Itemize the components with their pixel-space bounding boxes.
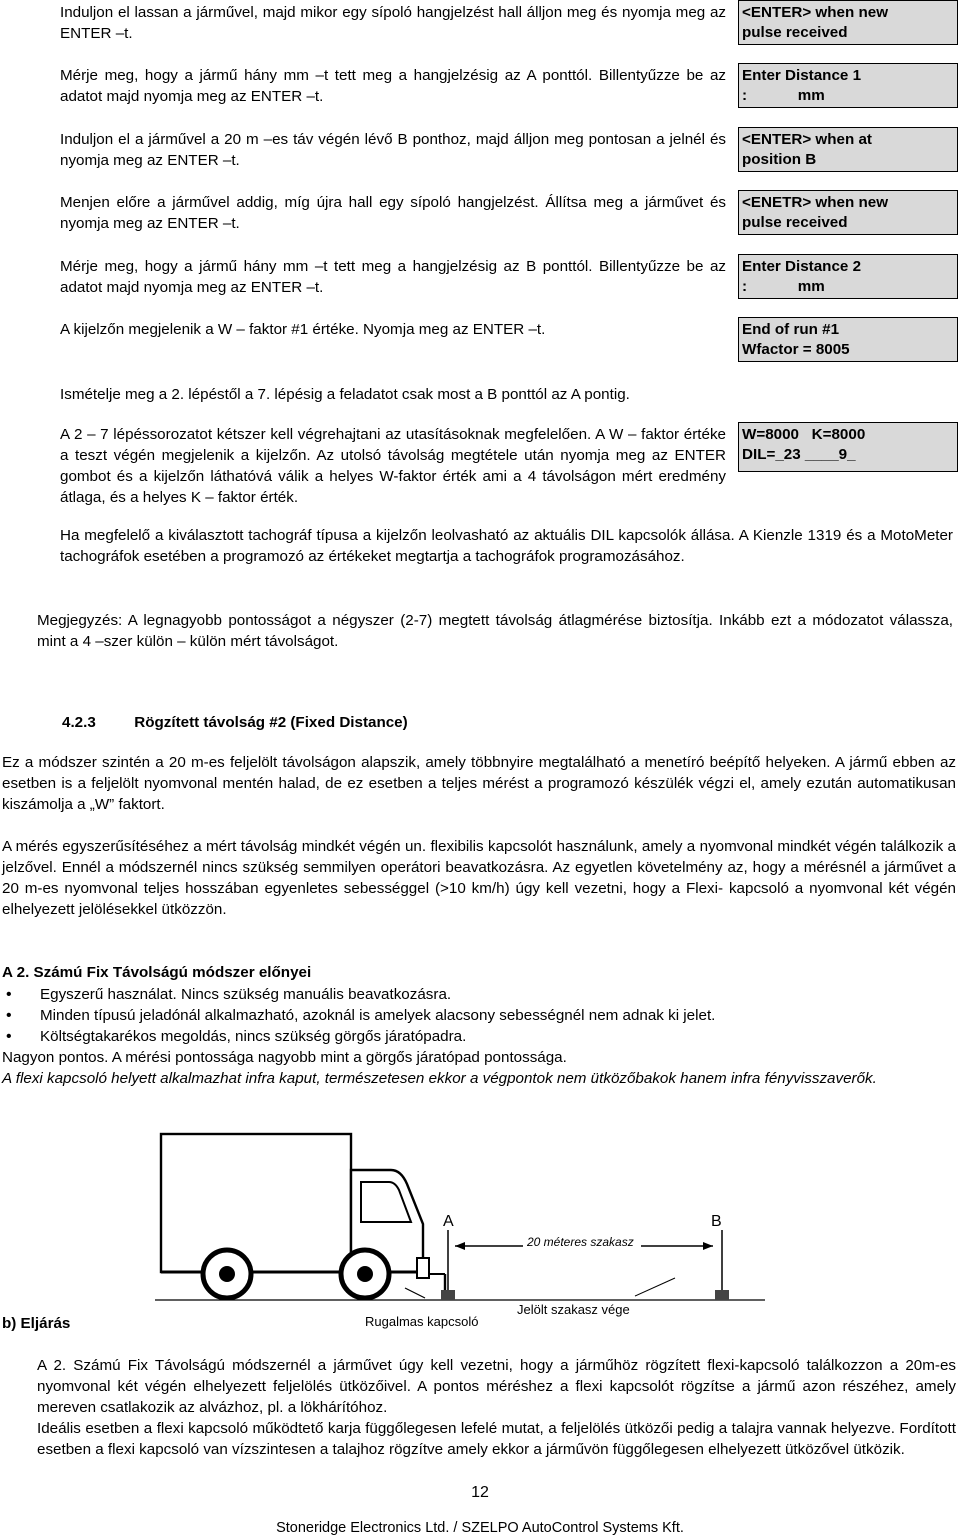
section-number: 4.2.3 xyxy=(62,714,96,731)
infra-note: A flexi kapcsoló helyett alkalmazhat infra kaput, természetesen ekkor a végpontok nem ütközőbakok hanem infra fényvisszaverők. xyxy=(2,1070,877,1087)
stopper-b xyxy=(715,1290,729,1300)
section-title: Rögzített távolság #2 (Fixed Distance) xyxy=(134,714,408,731)
display-box-5 xyxy=(738,254,958,299)
arrow-head-right xyxy=(703,1242,713,1250)
truck-cargo-box xyxy=(161,1134,351,1272)
advantages-title: A 2. Számú Fix Távolságú módszer előnyei xyxy=(2,964,312,981)
page-number: 12 xyxy=(471,1484,489,1501)
pointer-line xyxy=(405,1288,425,1298)
list-item: • Minden típusú jeladónál alkalmazható, azoknál is amelyek alacsony sebességnél nem adnak ki jelet. xyxy=(2,1005,952,1026)
display-line: End of run #1 xyxy=(742,321,840,338)
display-box-6 xyxy=(738,317,958,362)
label-a: A xyxy=(443,1213,454,1230)
arrow-head-left xyxy=(455,1242,465,1250)
display-box-1 xyxy=(738,0,958,45)
list-item: • Egyszerű használat. Nincs szükség manuális beavatkozásra. xyxy=(2,984,952,1005)
truck-diagram xyxy=(155,1128,765,1338)
display-box-3 xyxy=(738,127,958,172)
step-2-text: Mérje meg, hogy a jármű hány mm –t tett meg a hangjelzésig az A ponttól. Billentyűzze be az adatot majd nyomja meg az ENTER –t. xyxy=(60,67,726,105)
procedure-label: b) Eljárás xyxy=(2,1315,71,1332)
label-b: B xyxy=(711,1213,722,1230)
method-paragraph-2: A mérés egyszerűsítéséhez a mért távolság mindkét végén un. flexibilis kapcsolót használunk, amely a nyomvonal mindkét végén találkozik a jelzővel. Ennél a módszernél nincs szükség semmilyen operátori beavatkozásra. Az egyetlen követelmény az, hogy a mérésnél a járművet a 20 m-es nyomvonal teljes hosszában egyenletes sebességgel (>10 km/h) úgy kell vezetni, hogy a Flexi- kapcsoló a nyomvonal két végén elhelyezett jelölésekkel ütközzön. xyxy=(2,838,956,918)
step-3-text: Induljon el a járművel a 20 m –es táv végén lévő B ponthoz, majd álljon meg pontosan a jelnél és nyomja meg az ENTER –t. xyxy=(60,131,726,169)
display-line: Enter Distance 2 xyxy=(742,258,862,275)
note-paragraph: Megjegyzés: A legnagyobb pontosságot a négyszer (2-7) megtett távolság átlagmérése biztosítja. Inkább ezt a módozatot válassza, mint a 4 –szer külön – külön mért távolságot. xyxy=(37,612,953,650)
dil-paragraph: Ha megfelelő a kiválasztott tachográf típusa a kijelzőn leolvasható az aktuális DIL kapcsolók állása. A Kienzle 1319 és a MotoMeter tachográfok esetében a programozó az értékeket megtartja a tachográfok programozásához. xyxy=(60,527,953,565)
display-line: pulse received xyxy=(742,24,848,41)
front-hub xyxy=(357,1266,373,1282)
bumper xyxy=(417,1258,429,1278)
list-item: • Költségtakarékos megoldás, nincs szükség görgős járatópadra. xyxy=(2,1026,952,1047)
step-4-text: Menjen előre a járművel addig, míg újra hall egy sípoló hangjelzést. Állítsa meg a járművet és nyomja meg az ENTER –t. xyxy=(60,194,726,232)
display-line: Enter Distance 1 xyxy=(742,67,862,84)
step-1-text: Induljon el lassan a járművel, majd mikor egy sípoló hangjelzést hall álljon meg és nyomja meg az ENTER –t. xyxy=(60,4,726,42)
section-heading xyxy=(62,712,408,733)
procedure-text-2: Ideális esetben a flexi kapcsoló működtető karja függőlegesen lefelé mutat, a feljelölés ütközői pedig a talajra vannak helyezve. Fordított esetben a flexi kapcsoló van vízszintesen a talajhoz rögzítve amely ekkor a járművön függőlegesen elhelyezett ütközővel ütközik. xyxy=(37,1420,956,1458)
distance-label: 20 méteres szakasz xyxy=(527,1235,634,1249)
display-line: Wfactor = 8005 xyxy=(742,341,850,358)
step-5-text: Mérje meg, hogy a jármű hány mm –t tett meg a hangjelzésig az B ponttól. Billentyűzze be az adatot majd nyomja meg az ENTER –t. xyxy=(60,258,726,296)
footer-text: Stoneridge Electronics Ltd. / SZELPO AutoControl Systems Kft. xyxy=(276,1520,684,1536)
display-line: : mm xyxy=(742,87,825,104)
precision-line: Nagyon pontos. A mérési pontossága nagyobb mint a görgős járatópad pontossága. xyxy=(2,1049,567,1066)
marked-end-label: Jelölt szakasz vége xyxy=(517,1302,630,1317)
repeat-note: Ismételje meg a 2. lépéstől a 7. lépésig a feladatot csak most a B ponttól az A pontig. xyxy=(60,386,630,403)
display-line: <ENTER> when new xyxy=(742,4,889,21)
display-box-2 xyxy=(738,63,958,108)
end-pointer-line xyxy=(635,1278,675,1296)
display-line: position B xyxy=(742,151,817,168)
step-6-text: A kijelzőn megjelenik a W – faktor #1 értéke. Nyomja meg az ENTER –t. xyxy=(60,321,546,338)
display-box-4 xyxy=(738,190,958,235)
stopper-a xyxy=(441,1290,455,1300)
display-line: <ENETR> when new xyxy=(742,194,889,211)
display-box-result xyxy=(738,422,958,472)
switch-label: Rugalmas kapcsoló xyxy=(365,1314,479,1329)
display-line: : mm xyxy=(742,278,825,295)
display-line: <ENTER> when at xyxy=(742,131,872,148)
procedure-text-1: A 2. Számú Fix Távolságú módszernél a járművet úgy kell vezetni, hogy a járműhöz rögzített flexi-kapcsoló találkozzon a 20m-es nyomvonal két végén elhelyezett feljelölés ütközőivel. A pontos méréshez a flexi kapcsolót rögzítse a jármű azon részéhez, amely mereven csatlakozik az alvázhoz, pl. a lökhárítóhoz. xyxy=(37,1357,956,1416)
rear-hub xyxy=(219,1266,235,1282)
advantages-list xyxy=(2,984,952,1047)
sequence-text: A 2 – 7 lépéssorozatot kétszer kell végrehajtani az utasításoknak megfelelően. A W – faktor értéke a teszt végén megjelenik a kijelzőn. Az utolsó távolság megtétele után nyomja meg az ENTER gombot és a kijelzőn láthatóvá válik a helyes W-faktor érték ami a 4 távolságon mért eredmény átlaga, és a helyes K – faktor érték. xyxy=(60,426,726,506)
display-line: W=8000 K=8000 xyxy=(742,426,866,443)
display-line: pulse received xyxy=(742,214,848,231)
method-paragraph-1: Ez a módszer szintén a 20 m-es feljelölt távolságon alapszik, amely többnyire megtalálható a menetíró beépítő helyeken. A jármű ebben az esetben is a feljelölt nyomvonal mentén halad, de ez esetben a teljes mérést a programozó készülék végzi el, amely ezután automatikusan kiszámolja a „W” faktort. xyxy=(2,754,956,813)
display-line: DIL=_23 ____9_ xyxy=(742,446,856,463)
